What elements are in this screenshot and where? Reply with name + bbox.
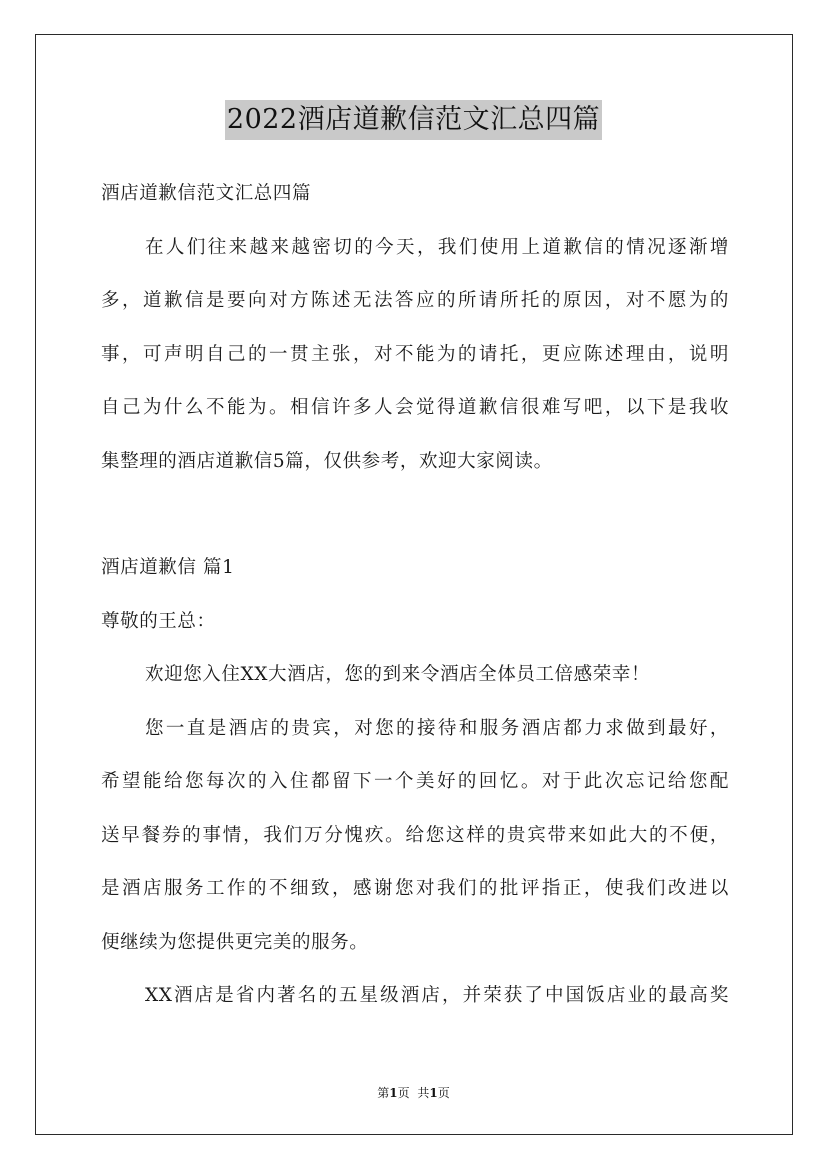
intro-line: 在人们往来越来越密切的今天，我们使用上道歉信的情况逐渐增 <box>145 236 729 258</box>
total-prefix: 共 <box>417 1086 430 1100</box>
body-line: 是酒店服务工作的不细致，感谢您对我们的批评指正，使我们改进以 <box>101 878 729 899</box>
page-prefix: 第 <box>377 1086 390 1100</box>
page-suffix: 页 <box>397 1086 410 1100</box>
paragraph-gap <box>101 493 729 546</box>
document-subtitle: 酒店道歉信范文汇总四篇 <box>101 183 312 204</box>
body-line: 便继续为您提供更完美的服务。 <box>101 931 369 953</box>
page-footer <box>0 1085 827 1101</box>
salutation: 尊敬的王总： <box>101 610 216 632</box>
body-line: 您一直是酒店的贵宾，对您的接待和服务酒店都力求做到最好， <box>145 717 729 739</box>
intro-line: 集整理的酒店道歉信5篇，仅供参考，欢迎大家阅读。 <box>101 450 553 472</box>
total-pages: 1 <box>429 1086 438 1100</box>
intro-line: 自己为什么不能为。相信许多人会觉得道歉信很难写吧，以下是我收 <box>101 397 729 418</box>
body-line: 送早餐券的事情，我们万分愧疚。给您这样的贵宾带来如此大的不便， <box>101 824 729 846</box>
document-body <box>101 172 729 1028</box>
body-paragraph: 欢迎您入住XX大酒店，您的到来令酒店全体员工倍感荣幸！ <box>145 664 651 685</box>
page-number: 1 <box>389 1086 398 1100</box>
title-container <box>0 100 827 140</box>
body-line: XX酒店是省内著名的五星级酒店，并荣获了中国饭店业的最高奖 <box>145 985 729 1006</box>
document-title: 2022酒店道歉信范文汇总四篇 <box>225 100 602 140</box>
total-suffix: 页 <box>437 1086 450 1100</box>
section-heading: 酒店道歉信 篇1 <box>101 557 235 578</box>
intro-line: 事，可声明自己的一贯主张，对不能为的请托，更应陈述理由，说明 <box>101 343 729 365</box>
body-line: 希望能给您每次的入住都留下一个美好的回忆。对于此次忘记给您配 <box>101 771 729 792</box>
intro-line: 多，道歉信是要向对方陈述无法答应的所请所托的原因，对不愿为的 <box>101 290 729 311</box>
